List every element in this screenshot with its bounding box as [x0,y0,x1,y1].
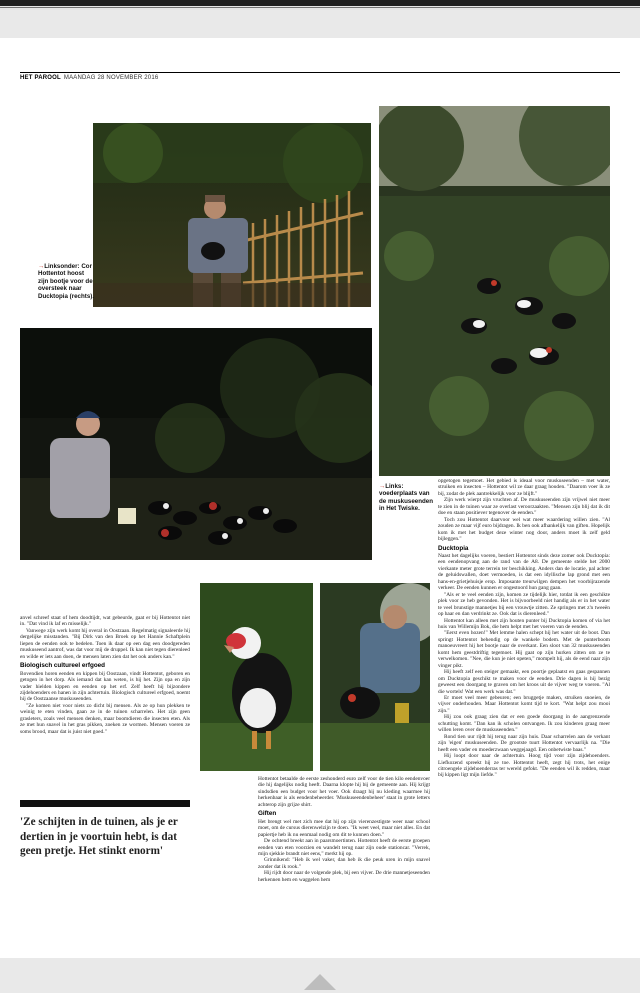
paragraph: Hottentot betaalde de eerste zeshonderd euro zelf voor de tien kilo eendenvoer die hij dagelijks nodig heeft. Daarna klopte hij bij de gemeente aan. Hij krijgt sindsdien een budget voor het voer. Ook draagt hij nu kleding waarmee hij herkenbaar is als eendenbeheerder. 'Muskuseendenbeheer' staat in grote letters achterop zijn grijze shirt. [258,776,430,808]
quote-bar [20,800,190,807]
paragraph: Bovendien horen eenden en kippen bij Oostzaan, vindt Hottentot, geboren en getogen in het dorp. Als iemand dat kan weten, is hij het. Zijn opa en zijn vader hielden kippen en eenden op het erf. Zelf heeft hij bijzondere zijdehoenders en hanen in zijn achtertuin. Biologisch cultureel erfgoed, noemt hij de Oostzaanse muskuseenden. [20,670,190,703]
paragraph: Hij loopt door naar de achtertuin. Hoog tijd voor zijn zijdehoenders. Liefkozend spreekt hij ze toe. Hottentot heeft, zegt hij trots, het enige citroengele zijdehoenderras ter wereld gefokt. "De eenden wil ik redden, maar bij kippen ligt mijn liefde." [438,753,610,779]
paragraph: opgetogen tegemoet. Het gebied is ideaal voor muskuseenden – met water, struiken en insecten – Hottentot wil ze daar graag houden. "Daarom voer ik ze bij, zodat de plek aantrekkelijk voor ze blijft." [438,478,610,497]
paragraph: Naast het dagelijks voeren, bestiert Hottentot sinds deze zomer ook Ducktopia: een eendenopvang aan de rand van de A8. De gemeente stelde het 2000 vierkante meter grote terrein ter beschikking. Anders dan de locatie, pal achter de geluidswallen, doet vermoeden, is dat een idyllische lap grond met een hans-en-grietjehuisje erop. Imposante treurwilgen dempen het voorbijrazende verkeer. De eenden kunnen er ongestoord hun gang gaan. [438,553,610,592]
caption-arrow: → [38,263,45,270]
paragraph: "Eerst even hozen!" Met lemme halen schept hij het water uit de boot. Dan springt Hottentot behendig op de wankele bodem. Met de punterboom manoeuvreert hij het bootje naar de overkant. Een sloot van 32 muskuseenden komt hem geestdriftig tegemoet. Hij gaat op zijn hurken zitten om ze te verwelkomen. "Nee, die kun je niet opeten," mompelt hij, als de eend naar zijn vinger pikt. [438,630,610,669]
photo-man-garden [93,123,371,307]
paragraph: Hij rijdt door naar de volgende plek, bij een vijver. De drie mannetjeseenden herkennen hem en waggelen hem [258,870,430,883]
paragraph: Het brengt wel met zich mee dat hij op zijn vierenzestigste weer naar school moet, om de cursus dierenwelzijn te doen. "Ik weet veel, maar niet alles. En dat papiertje heb ik nu eenmaal nodig om dit te kunnen doen." [258,818,430,838]
section-heading: Giften [258,810,277,818]
pull-quote: 'Ze schijten in de tuinen, als je er dertien in je voortuin hebt, is dat geen pretje. Het stinkt enorm' [20,816,178,858]
section-heading: Ducktopia [438,544,469,552]
issue-date: MAANDAG 28 NOVEMBER 2016 [63,75,159,81]
masthead-rule [20,72,620,73]
paragraph: Hottentot kan alleen met zijn houten punter bij Ducktopia komen of via het huis van Willemijn Bok, die hem helpt met het voeren van de eenden. [438,617,610,631]
photo-feeding-ducks [20,328,372,560]
paragraph: "Ze komen niet voor niets zo dicht bij mensen. Als ze op hun plekken te weinig te eten vinden, gaan ze in de tuinen scharrelen. Het zijn geen grasleters, zoals veel mensen denken, maar boomdieren die insecten eten. Als ze met hun snavel in het gras pikken, zoeken ze wormen. Mensen voeren ze soms brood, maar dat is juist niet goed." [20,702,190,735]
top-bar-line [0,7,640,8]
photo-feeding-place [379,106,610,476]
scroll-up-arrow-icon[interactable] [304,974,336,990]
section-heading: Biologisch cultureel erfgoed [20,662,106,670]
top-bar [0,0,640,6]
newspaper-page [0,38,640,958]
paragraph: Hij heeft zelf een steiger gemaakt, een poortje geplaatst en gaas gespannen om Ducktopia geschikt te maken voor de eenden. Drie dagen is hij bezig geweest een doorgang te graven om het kroos uit de vijver weg te voeren. "Al die wortels! Wat een werk was dat." [438,669,610,695]
caption-photo3 [379,483,435,513]
paper-name: HET PAROOL [20,75,61,81]
paragraph: Vanwege zijn werk komt hij overal in Oostzaan. Regelmatig signaleerde hij dergelijke misstanden. "Bij Dirk van den Broek op het Hannie Schaftplein liepen de eenden ook te bedelen. Toen ik daar op een dag een doodgereden muskuseend aantrof, was dat voor mij de druppel. Ik kan niet tegen dierenleed en wilde er iets aan doen, de mensen laten zien dat het ook anders kan." [20,627,190,660]
paragraph: Hij zou ook graag zien dat er een goede doorgang in de aangrenzende schutting komt. "Dan kan ik scholen ontvangen. Ik zou kinderen graag meer willen leren over de muskuseenden." [438,714,610,734]
masthead [20,75,158,81]
text-column-right [438,478,610,779]
paragraph: Rond tien uur rijdt hij terug naar zijn huis. Daar scharrelen aan de verkant zijn 'eigen' muskuseenden. De grootste tuurt Hottentot vervaarlijk na. "Die heeft een vader en moederzwaan weggejaagd. Een onbetwiste baas." [438,733,610,753]
caption-arrow: → [379,483,386,490]
paragraph: Zijn werk wierpt zijn vruchten af. De muskuseenden zijn vrijwel niet meer te zien in de tuinen waar ze overlast veroorzaakten. "Mensen zijn blij dat ik dit doe en staan positiever tegenover de eenden." [438,497,610,517]
paragraph: Grinnikend: "Heb ik wel vaker, dan heb ik die peuk uren in mijn snavel zonder dat ik rook." [258,857,430,870]
caption-photo1 [38,263,96,300]
paragraph: Er moet veel meer gebeuren; een bruggetje maken, struiken snoeien, de vijver onderhouden. Maar Hottentot komt tijd te kort. "Wat helpt zou mooi zijn." [438,695,610,714]
paragraph: Toch zou Hottentot daarvoor wel wat meer waardering willen zien. "Al zouden ze maar vijf euro bijdragen. Ik ben ook afhankelijk van giften. Hopelijk kom ik met het budget deze winter nog door, anders moet ik zelf geld bijleggen." [438,516,610,543]
caption-text: Links: voederplaats van de muskuseenden in Het Twiske. [379,483,433,513]
photo-muscovy-duck [200,583,313,771]
paragraph: De ochtend breekt aan in paarsmoertinten. Hottentot heeft de eerste groepen eenden van eten voorzien en wandelt terug naar zijn oude stationcar. "Verrek, mijn sjekkie brandt niet eens," merkt hij op. [258,838,430,858]
text-column-left [20,615,190,735]
paragraph: anvel schreef staat of hem doodtijdt, wat gebeurde, gaat er bij Hottentot niet in. "Dat vind ik laf en misselijk." [20,615,190,628]
photo-man-hands-duck [320,583,430,771]
caption-text: Linksonder: Cor Hottentot hoost zijn bootje voor de oversteek naar Ducktopia (rechts). [38,263,95,300]
text-column-middle [258,776,430,883]
paragraph: "Als er te veel eenden zijn, komen ze tijdelijk hier, totdat ik een geschikte plek voor ze heb gevonden. Het is bijvoorbeeld niet handig als er in het water te veel brunstige mannetjes bij een vrouwtje zitten. Ze springen met z'n tweeën op haar en dan verdrinkt ze. Ook dat is dierenleed." [438,591,610,618]
